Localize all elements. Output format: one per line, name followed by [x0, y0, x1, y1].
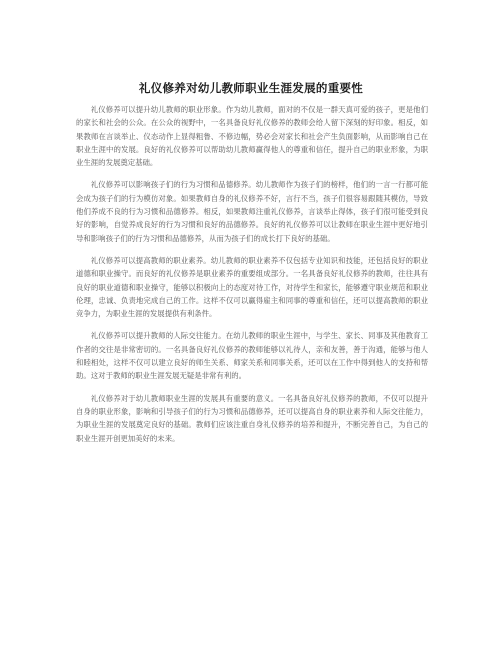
paragraph-3: 礼仪修养可以提高教师的职业素养。幼儿教师的职业素养不仅包括专业知识和技能，还包括良好的职业道德和职业操守。而良好的礼仪修养是职业素养的重要组成部分。一名具备良好礼仪修养的教师，往往具有良好的职业道德和职业操守，能够以积极向上的态度对待工作，对待学生和家长，能够遵守职业规范和职业伦理，忠诚、负责地完成自己的工作。这样不仅可以赢得雇主和同事的尊重和信任，还可以提高教师的职业竞争力，为职业生涯的发展提供有利条件。 [76, 255, 428, 319]
document-body [76, 103, 428, 454]
paragraph-2: 礼仪修养可以影响孩子们的行为习惯和品德修养。幼儿教师作为孩子们的榜样，他们的一言一行都可能会成为孩子们的行为模仿对象。如果教师自身的礼仪修养不好，言行不当，孩子们很容易跟随其模仿，导致他们养成不良的行为习惯和品德修养。相反，如果教师注重礼仪修养，言谈举止得体，孩子们很可能受到良好的影响，自觉养成良好的行为习惯和良好的品德修养。良好的礼仪修养可以让教师在职业生涯中更好地引导和影响孩子们的行为习惯和品德修养，从而为孩子们的成长打下良好的基础。 [76, 180, 428, 243]
paragraph-4: 礼仪修养可以提升教师的人际交往能力。在幼儿教师的职业生涯中，与学生、家长、同事及其他教育工作者的交往是非常密切的。一名具备良好礼仪修养的教师能够以礼待人，亲和友善，善于沟通，能够与他人和睦相处，这样不仅可以建立良好的师生关系、师家关系和同事关系，还可以在工作中得到他人的支持和帮助。这对于教师的职业生涯发展无疑是非常有利的。 [76, 331, 428, 381]
document-title: 礼仪修养对幼儿教师职业生涯发展的重要性 [138, 81, 364, 95]
paragraph-1: 礼仪修养可以提升幼儿教师的职业形象。作为幼儿教师，面对的不仅是一群天真可爱的孩子，更是他们的家长和社会的公众。在公众的视野中，一名具备良好礼仪修养的教师会给人留下深刻的好印象。相反，如果教师在言谈举止、仪态动作上显得粗鲁、不修边幅，势必会对家长和社会产生负面影响，从而影响自己在职业生涯中的发展。良好的礼仪修养可以帮助幼儿教师赢得他人的尊重和信任，提升自己的职业形象，为职业生涯的发展奠定基础。 [76, 105, 428, 168]
paragraph-5: 礼仪修养对于幼儿教师职业生涯的发展具有重要的意义。一名具备良好礼仪修养的教师，不仅可以提升自身的职业形象，影响和引导孩子们的行为习惯和品德修养，还可以提高自身的职业素养和人际交往能力，为职业生涯的发展奠定良好的基础。教师们应该注重自身礼仪修养的培养和提升，不断完善自己，为自己的职业生涯开创更加美好的未来。 [76, 393, 428, 443]
